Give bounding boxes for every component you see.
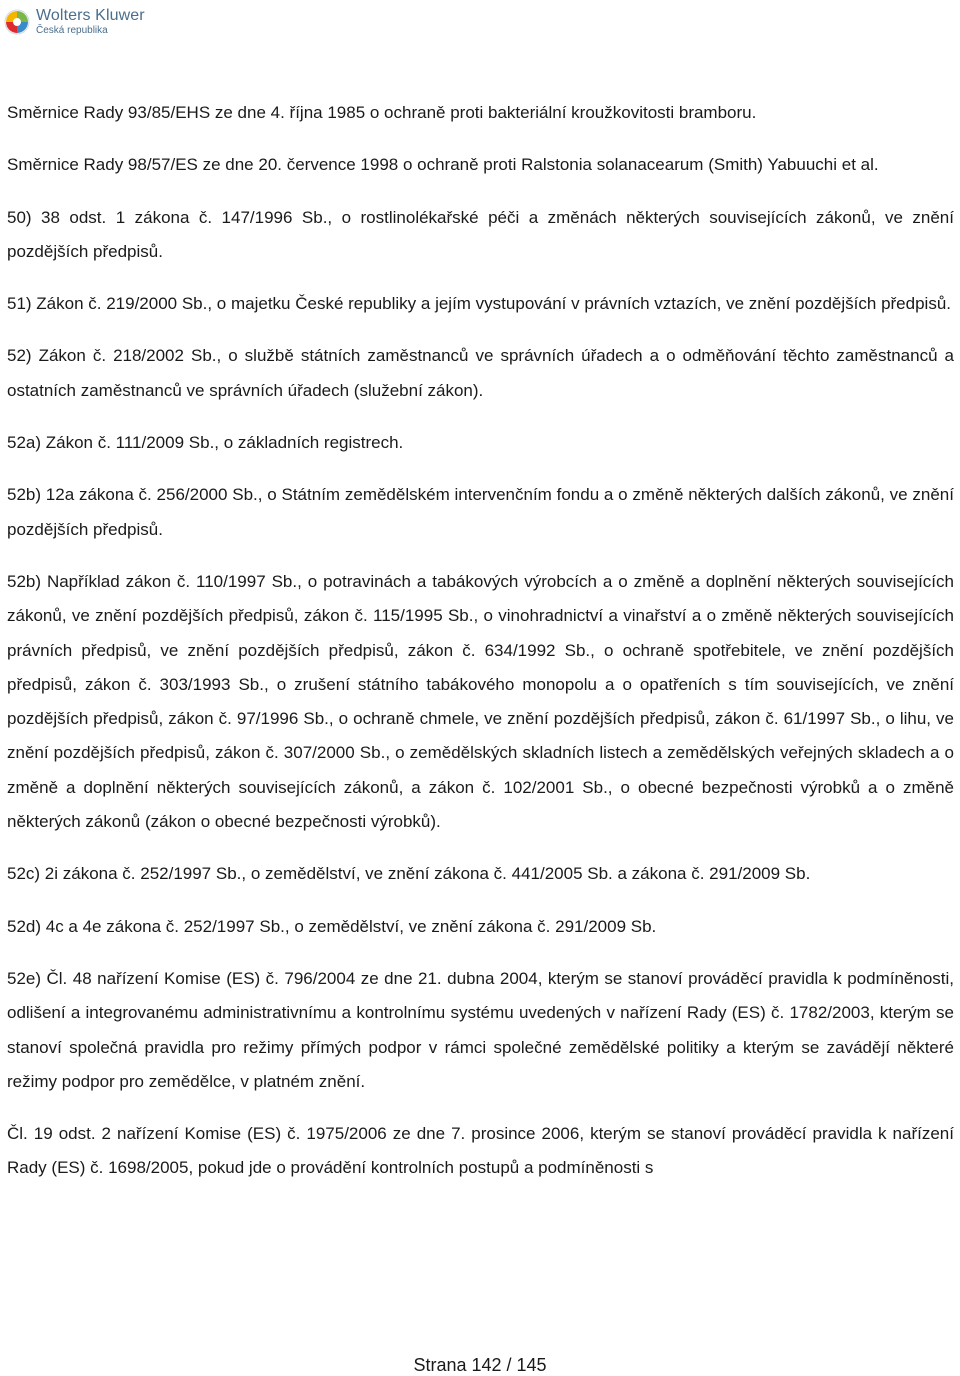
paragraph: 52d) 4c a 4e zákona č. 252/1997 Sb., o zemědělství, ve znění zákona č. 291/2009 Sb. [7,916,657,936]
paragraph: 52) Zákon č. 218/2002 Sb., o službě státních zaměstnanců ve správních úřadech a o odměňování těchto zaměstnanců a ostatních zaměstnanců ve správních úřadech (služební zákon). [7,346,954,400]
paragraph: 52b) 12a zákona č. 256/2000 Sb., o Státním zemědělském intervenčním fondu a o změně některých dalších zákonů, ve znění pozdějších předpisů. [7,485,954,539]
paragraph: Směrnice Rady 93/85/EHS ze dne 4. října 1985 o ochraně proti bakteriální kroužkovitosti bramboru. [7,103,757,122]
logo-name: Wolters Kluwer [36,7,145,24]
wolters-kluwer-logo-icon [4,9,30,35]
paragraph: 52c) 2i zákona č. 252/1997 Sb., o zemědělství, ve znění zákona č. 441/2005 Sb. a zákona č. 291/2009 Sb. [7,864,811,884]
paragraph: Směrnice Rady 98/57/ES ze dne 20. července 1998 o ochraně proti Ralstonia solanacearum (Smith) Yabuuchi et al. [7,155,879,175]
header [4,4,145,40]
paragraph: 52b) Například zákon č. 110/1997 Sb., o potravinách a tabákových výrobcích a o změně a doplnění některých souvisejících zákonů, ve znění pozdějších předpisů, zákon č. 115/1995 Sb., o vinohradnictví a vinařství a o změně některých souvisejících právních předpisů, ve znění pozdějších předpisů, zákon č. 634/1992 Sb., o ochraně spotřebitele, ve znění pozdějších předpisů, zákon č. 303/1993 Sb., o zrušení státního tabákového monopolu a o opatřeních s tím souvisejících, ve znění pozdějších předpisů, zákon č. 97/1996 Sb., o ochraně chmele, ve znění pozdějších předpisů, zákon č. 61/1997 Sb., o lihu, ve znění pozdějších předpisů, zákon č. 307/2000 Sb., o zemědělských skladních listech a zemědělských veřejných skladech a o změně a doplnění některých souvisejících zákonů, a zákon č. 102/2001 Sb., o obecné bezpečnosti výrobků a o změně některých zákonů (zákon o obecné bezpečnosti výrobků). [7,571,954,832]
paragraph: 52e) Čl. 48 nařízení Komise (ES) č. 796/2004 ze dne 21. dubna 2004, kterým se stanoví prováděcí pravidla k podmíněnosti, odlišení a integrovanému administrativnímu a kontrolnímu systému uvedených v nařízení Rady (ES) č. 1782/2003, kterým se stanoví společná pravidla pro režimy přímých podpor v rámci společné zemědělské politiky a kterým se zavádějí některé režimy podpor pro zemědělce, v platném znění. [7,968,954,1091]
logo-text [36,8,145,36]
document-body [7,96,954,1204]
paragraph: 51) Zákon č. 219/2000 Sb., o majetku České republiky a jejím vystupování v právních vztazích, ve znění pozdějších předpisů. [7,294,951,314]
page-number: Strana 142 / 145 [413,1355,547,1375]
paragraph: 52a) Zákon č. 111/2009 Sb., o základních registrech. [7,433,404,453]
paragraph: Čl. 19 odst. 2 nařízení Komise (ES) č. 1975/2006 ze dne 7. prosince 2006, kterým se stanoví prováděcí pravidla k nařízení Rady (ES) č. 1698/2005, pokud jde o provádění kontrolních postupů a podmíněnosti s [7,1124,954,1178]
logo-subtitle: Česká republika [36,25,108,36]
paragraph: 50) 38 odst. 1 zákona č. 147/1996 Sb., o rostlinolékařské péči a změnách některých souvisejících zákonů, ve znění pozdějších předpisů. [7,207,954,261]
